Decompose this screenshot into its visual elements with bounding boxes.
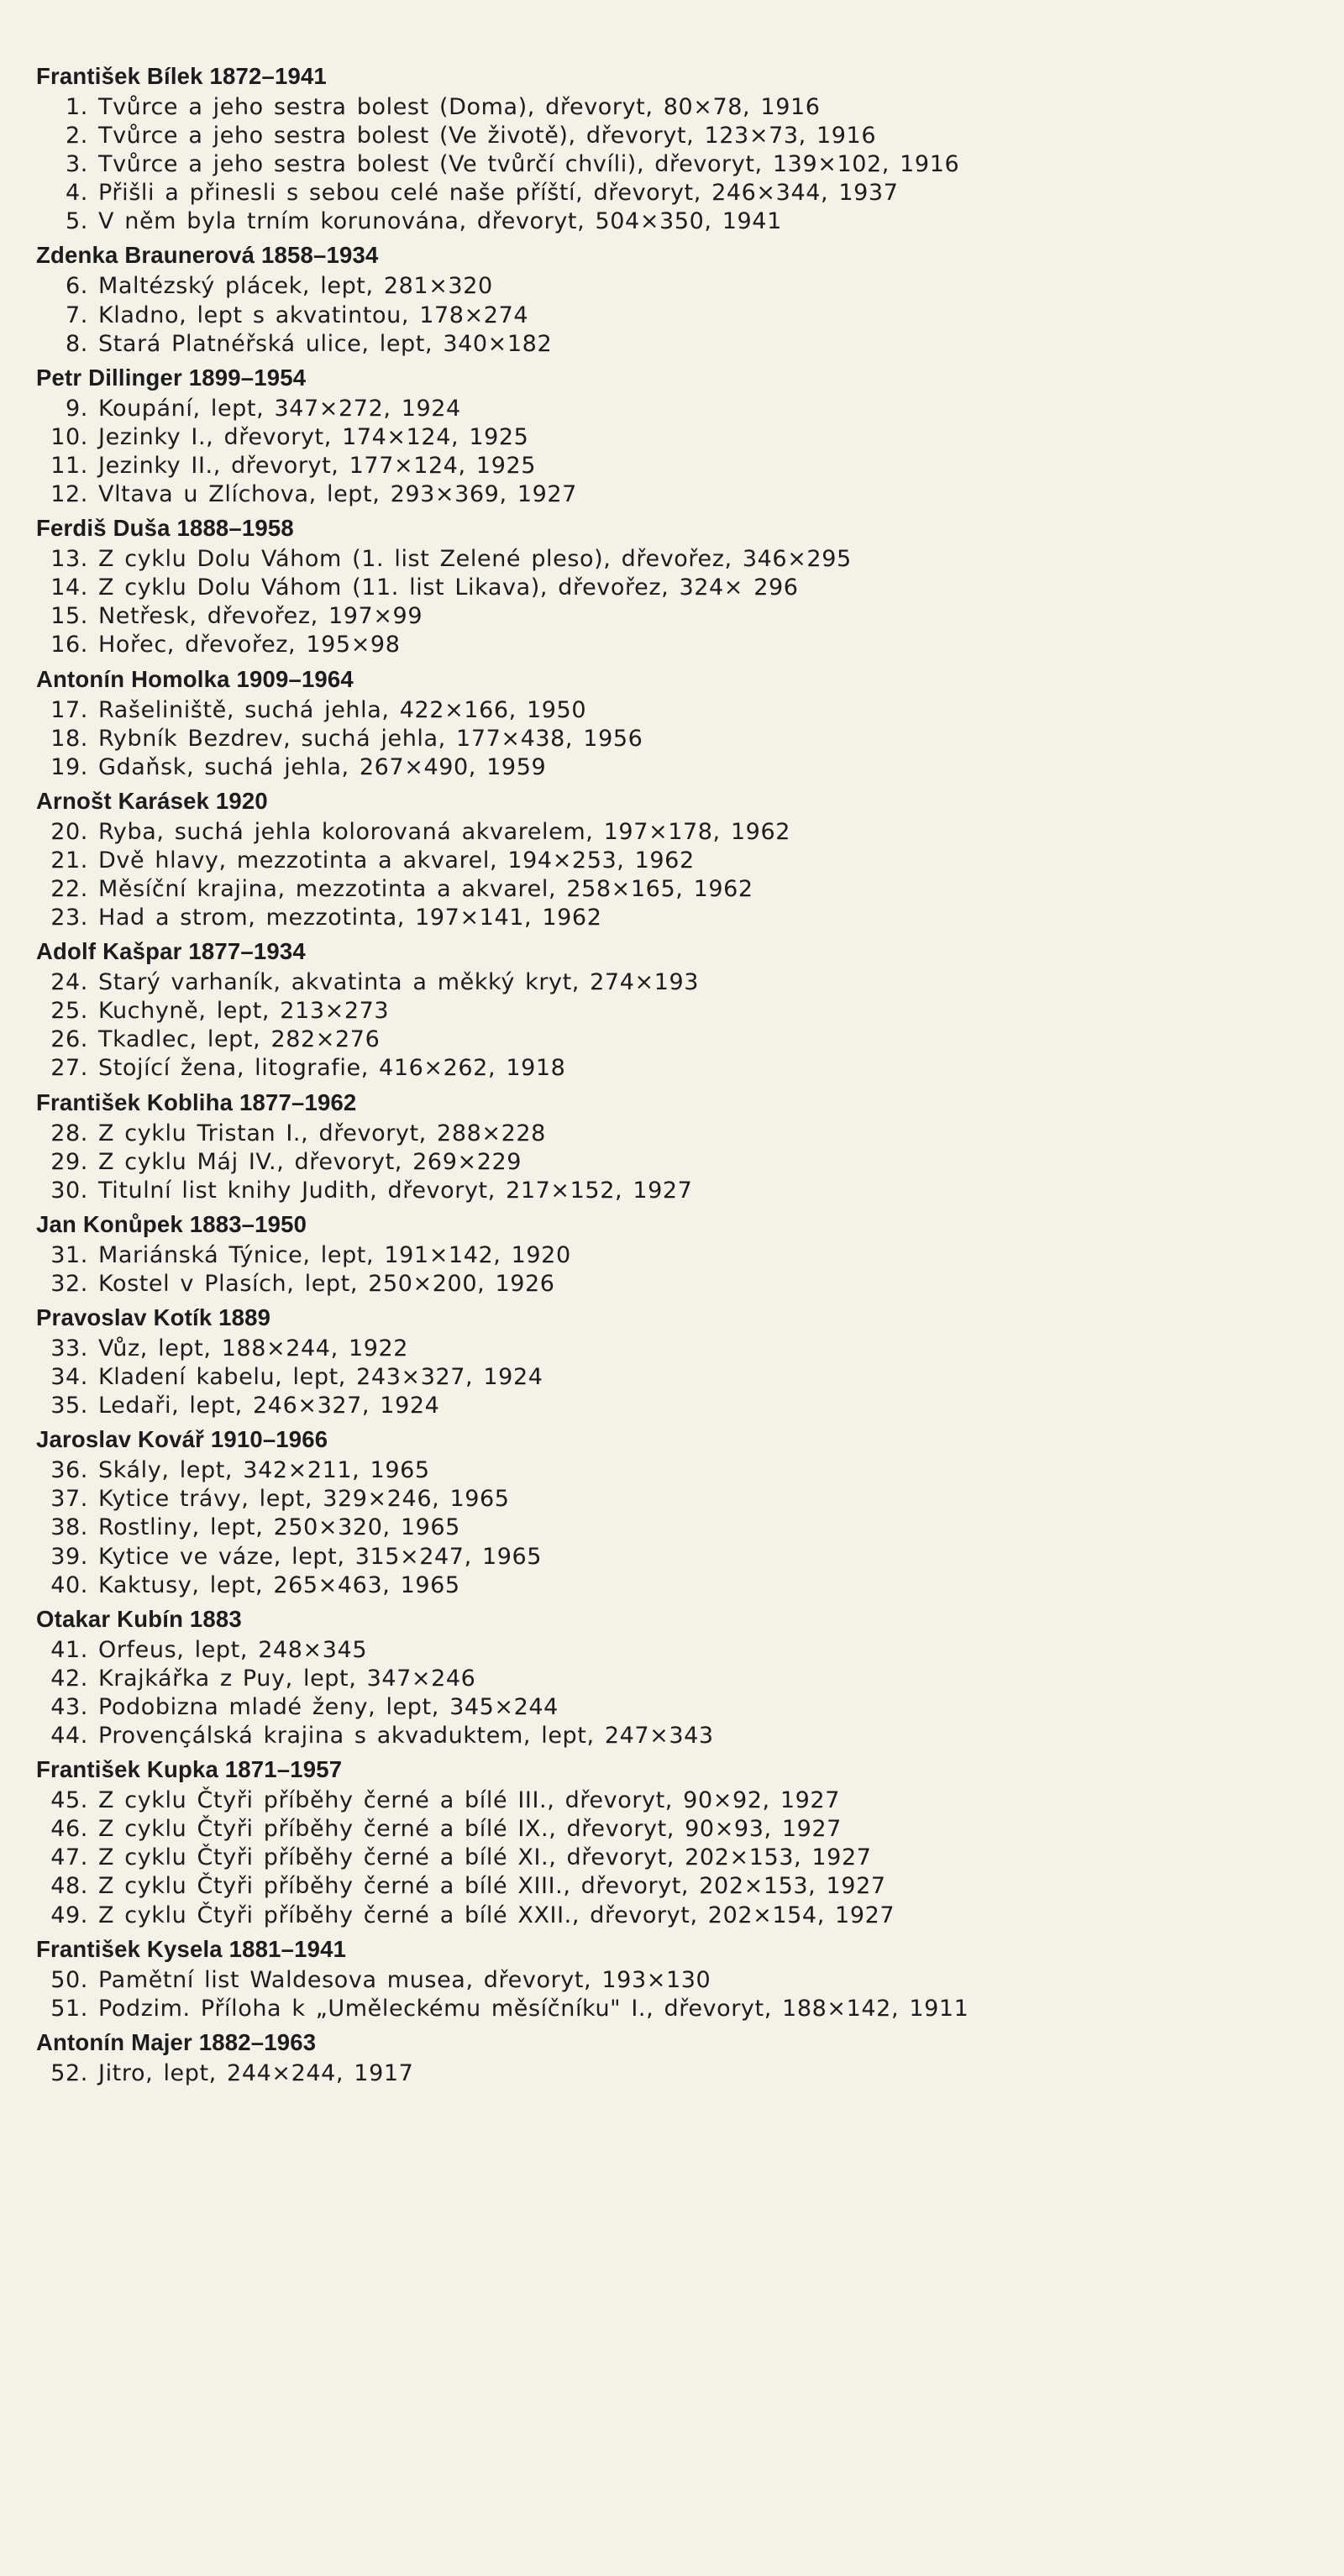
artwork-entry [36,302,1313,330]
artwork-description: Tvůrce a jeho sestra bolest (Ve životě), dřevoryt, 123×73, 1916 [98,123,877,150]
artwork-description: Jezinky II., dřevoryt, 177×124, 1925 [98,452,537,479]
artwork-number: 35. [50,1393,88,1419]
artist-heading: Jan Konůpek 1883–1950 [36,1210,307,1237]
artwork-number: 33. [50,1335,88,1361]
artwork-number: 52. [50,2059,88,2086]
artwork-number: 31. [50,1241,88,1268]
artwork-description: Ryba, suchá jehla kolorovaná akvarelem, 197×178, 1962 [98,818,791,845]
artwork-entry [36,847,1313,875]
artwork-number: 11. [50,452,88,479]
artwork-entry [36,1456,1313,1485]
artwork-number: 19. [50,753,88,780]
artwork-entry [36,696,1313,725]
artwork-number: 24. [50,969,88,996]
artwork-entry [36,1241,1313,1270]
artwork-description: Měsíční krajina, mezzotinta a akvarel, 258×165, 1962 [98,875,753,902]
artist-section [36,1298,1313,1420]
artist-heading: Pravoslav Kotík 1889 [36,1304,271,1330]
artwork-description: Kuchyně, lept, 213×273 [98,998,390,1025]
artwork-description: Kytice ve váze, lept, 315×247, 1965 [98,1543,543,1570]
artwork-number: 22. [50,875,88,902]
artwork-entry [36,207,1313,236]
artwork-entry [36,1485,1313,1514]
artwork-description: Netřesk, dřevořez, 197×99 [98,603,423,630]
artwork-description: Tvůrce a jeho sestra bolest (Ve tvůrčí chvíli), dřevoryt, 139×102, 1916 [98,151,960,178]
artwork-description: Z cyklu Čtyři příběhy černé a bílé XXII., dřevoryt, 202×154, 1927 [98,1902,895,1928]
artwork-entry [36,1026,1313,1054]
artwork-entry [36,1514,1313,1542]
artwork-number: 30. [50,1177,88,1204]
artist-section [36,1750,1313,1929]
artwork-description: Had a strom, mezzotinta, 197×141, 1962 [98,905,602,931]
artwork-entry [36,423,1313,452]
artwork-number: 48. [50,1873,88,1900]
artwork-description: Jitro, lept, 244×244, 1917 [98,2059,414,2086]
artwork-entry [36,1177,1313,1205]
artwork-description: Mariánská Týnice, lept, 191×142, 1920 [98,1241,571,1268]
artist-section [36,1930,1313,2023]
artwork-number: 8. [66,330,88,357]
artwork-number: 10. [50,423,88,450]
artwork-description: Rybník Bezdrev, suchá jehla, 177×438, 1956 [98,725,643,752]
artist-heading: Otakar Kubín 1883 [36,1605,242,1632]
artwork-number: 27. [50,1055,88,1082]
artist-heading: František Bílek 1872–1941 [36,63,327,89]
artwork-description: Provençálská krajina s akvaduktem, lept, 247×343 [98,1723,714,1750]
artwork-number: 41. [50,1636,88,1663]
artist-section [36,1083,1313,1205]
artist-heading: Antonín Homolka 1909–1964 [36,665,354,692]
artist-heading: Arnošt Karásek 1920 [36,787,268,814]
artwork-entry [36,1786,1313,1815]
artwork-entry [36,395,1313,423]
artwork-number: 51. [50,1995,88,2022]
artwork-description: Starý varhaník, akvatinta a měkký kryt, 274×193 [98,969,700,996]
artist-section [36,59,1313,236]
artwork-description: Tvůrce a jeho sestra bolest (Doma), dřevoryt, 80×78, 1916 [98,94,821,120]
artwork-entry [36,904,1313,932]
artwork-entry [36,1543,1313,1571]
artwork-entry [36,997,1313,1026]
artwork-description: Vltava u Zlíchova, lept, 293×369, 1927 [98,481,577,508]
artwork-entry [36,452,1313,480]
artwork-description: Pamětní list Waldesova musea, dřevoryt, 193×130 [98,1966,711,1993]
artist-heading: Jaroslav Kovář 1910–1966 [36,1426,328,1453]
artwork-entry [36,1571,1313,1600]
artwork-entry [36,1872,1313,1901]
artwork-description: V něm byla trním korunována, dřevoryt, 504×350, 1941 [98,208,782,235]
artwork-number: 21. [50,847,88,874]
artwork-description: Z cyklu Dolu Váhom (1. list Zelené pleso), dřevořez, 346×295 [98,546,852,573]
artwork-description: Maltézský plácek, lept, 281×320 [98,273,493,300]
artwork-number: 15. [50,603,88,630]
artwork-number: 43. [50,1693,88,1720]
artwork-number: 2. [66,123,88,150]
artwork-number: 5. [66,208,88,235]
artwork-entry [36,818,1313,847]
artist-section [36,1205,1313,1298]
artwork-number: 45. [50,1787,88,1814]
artwork-entry [36,1054,1313,1083]
artwork-description: Jezinky I., dřevoryt, 174×124, 1925 [98,423,529,450]
artwork-description: Gdaňsk, suchá jehla, 267×490, 1959 [98,753,547,780]
artwork-entry [36,1335,1313,1363]
artwork-description: Kostel v Plasích, lept, 250×200, 1926 [98,1270,555,1297]
artwork-description: Z cyklu Máj IV., dřevoryt, 269×229 [98,1148,522,1175]
artwork-entry [36,631,1313,659]
artwork-number: 25. [50,998,88,1025]
artwork-entry [36,330,1313,359]
artwork-entry [36,1693,1313,1722]
artwork-number: 36. [50,1457,88,1484]
artwork-number: 18. [50,725,88,752]
artwork-entry [36,179,1313,207]
artwork-entry [36,602,1313,631]
artwork-description: Z cyklu Dolu Váhom (11. list Likava), dřevořez, 324× 296 [98,574,799,601]
artwork-description: Kladno, lept s akvatintou, 178×274 [98,302,529,328]
artwork-entry [36,93,1313,122]
artwork-number: 7. [66,302,88,328]
artwork-number: 3. [66,151,88,178]
artwork-description: Podzim. Příloha k „Uměleckému měsíčníku" I., dřevoryt, 188×142, 1911 [98,1995,969,2022]
artwork-description: Orfeus, lept, 248×345 [98,1636,368,1663]
artwork-number: 39. [50,1543,88,1570]
artwork-number: 42. [50,1665,88,1692]
artwork-number: 20. [50,818,88,845]
artwork-description: Kytice trávy, lept, 329×246, 1965 [98,1486,510,1513]
artwork-number: 40. [50,1571,88,1598]
artist-heading: František Kysela 1881–1941 [36,1935,347,1962]
artwork-number: 38. [50,1514,88,1541]
artwork-description: Z cyklu Čtyři příběhy černé a bílé III., dřevoryt, 90×92, 1927 [98,1787,840,1814]
artwork-number: 4. [66,180,88,207]
artwork-number: 17. [50,696,88,723]
artwork-description: Rostliny, lept, 250×320, 1965 [98,1514,460,1541]
artwork-number: 9. [66,395,88,422]
artwork-description: Kaktusy, lept, 265×463, 1965 [98,1571,460,1598]
artist-section [36,1420,1313,1599]
artwork-description: Kladení kabelu, lept, 243×327, 1924 [98,1364,543,1391]
artwork-entry [36,545,1313,574]
artist-section [36,1600,1313,1750]
artwork-number: 34. [50,1364,88,1391]
artwork-description: Dvě hlavy, mezzotinta a akvarel, 194×253, 1962 [98,847,695,874]
artist-section [36,509,1313,659]
artwork-entry [36,1844,1313,1872]
artist-heading: Adolf Kašpar 1877–1934 [36,938,306,965]
artist-heading: Petr Dillinger 1899–1954 [36,364,307,391]
artwork-entry [36,480,1313,509]
artwork-entry [36,1363,1313,1392]
artwork-description: Z cyklu Čtyři příběhy černé a bílé XIII., dřevoryt, 202×153, 1927 [98,1873,886,1900]
artwork-number: 29. [50,1148,88,1175]
artwork-description: Stojící žena, litografie, 416×262, 1918 [98,1055,566,1082]
artwork-description: Přišli a přinesli s sebou celé naše příští, dřevoryt, 246×344, 1937 [98,180,899,207]
artist-heading: Zdenka Braunerová 1858–1934 [36,242,379,269]
artwork-entry [36,1392,1313,1420]
artwork-entry [36,1902,1313,1930]
artwork-description: Titulní list knihy Judith, dřevoryt, 217×152, 1927 [98,1177,693,1204]
artwork-description: Krajkářka z Puy, lept, 347×246 [98,1665,476,1692]
artist-section [36,2023,1313,2088]
artwork-number: 37. [50,1486,88,1513]
artwork-entry [36,1148,1313,1177]
artwork-number: 50. [50,1966,88,1993]
artwork-entry [36,122,1313,150]
artist-heading: František Kobliha 1877–1962 [36,1089,357,1115]
artwork-number: 16. [50,632,88,658]
artwork-entry [36,272,1313,301]
artwork-description: Stará Platnéřská ulice, lept, 340×182 [98,330,553,357]
artwork-description: Tkadlec, lept, 282×276 [98,1026,381,1053]
artwork-number: 49. [50,1902,88,1928]
artwork-number: 46. [50,1816,88,1843]
artwork-description: Rašeliniště, suchá jehla, 422×166, 1950 [98,696,587,723]
artwork-entry [36,1722,1313,1750]
artwork-description: Skály, lept, 342×211, 1965 [98,1457,430,1484]
artist-heading: Ferdiš Duša 1888–1958 [36,515,294,542]
artwork-entry [36,968,1313,997]
artwork-description: Ledaři, lept, 246×327, 1924 [98,1393,440,1419]
artwork-entry [36,875,1313,904]
artwork-entry [36,574,1313,602]
artwork-description: Koupání, lept, 347×272, 1924 [98,395,461,422]
artwork-entry [36,1995,1313,2023]
artwork-number: 28. [50,1120,88,1146]
artwork-entry [36,1270,1313,1298]
artwork-entry [36,1120,1313,1148]
artist-section [36,782,1313,932]
artist-heading: František Kupka 1871–1957 [36,1756,343,1783]
artwork-entry [36,150,1313,179]
artwork-number: 14. [50,574,88,601]
artwork-number: 32. [50,1270,88,1297]
artwork-description: Z cyklu Čtyři příběhy černé a bílé IX., dřevoryt, 90×93, 1927 [98,1816,842,1843]
artist-section [36,660,1313,782]
artwork-number: 44. [50,1723,88,1750]
artwork-description: Podobizna mladé ženy, lept, 345×244 [98,1693,559,1720]
artwork-number: 13. [50,546,88,573]
artist-section [36,236,1313,358]
catalog-list [36,59,1313,2088]
artwork-entry [36,1815,1313,1844]
artwork-number: 6. [66,273,88,300]
artwork-description: Vůz, lept, 188×244, 1922 [98,1335,409,1361]
artwork-number: 47. [50,1844,88,1871]
artwork-entry [36,725,1313,753]
artwork-number: 12. [50,481,88,508]
artwork-entry [36,1966,1313,1995]
artwork-entry [36,1665,1313,1693]
artwork-entry [36,2059,1313,2088]
artwork-entry [36,753,1313,782]
artwork-description: Hořec, dřevořez, 195×98 [98,632,401,658]
artwork-number: 1. [66,94,88,120]
artist-heading: Antonín Majer 1882–1963 [36,2028,317,2055]
artwork-number: 26. [50,1026,88,1053]
artwork-number: 23. [50,905,88,931]
artwork-entry [36,1636,1313,1665]
artist-section [36,932,1313,1083]
artist-section [36,359,1313,509]
artwork-description: Z cyklu Tristan I., dřevoryt, 288×228 [98,1120,546,1146]
artwork-description: Z cyklu Čtyři příběhy černé a bílé XI., dřevoryt, 202×153, 1927 [98,1844,872,1871]
